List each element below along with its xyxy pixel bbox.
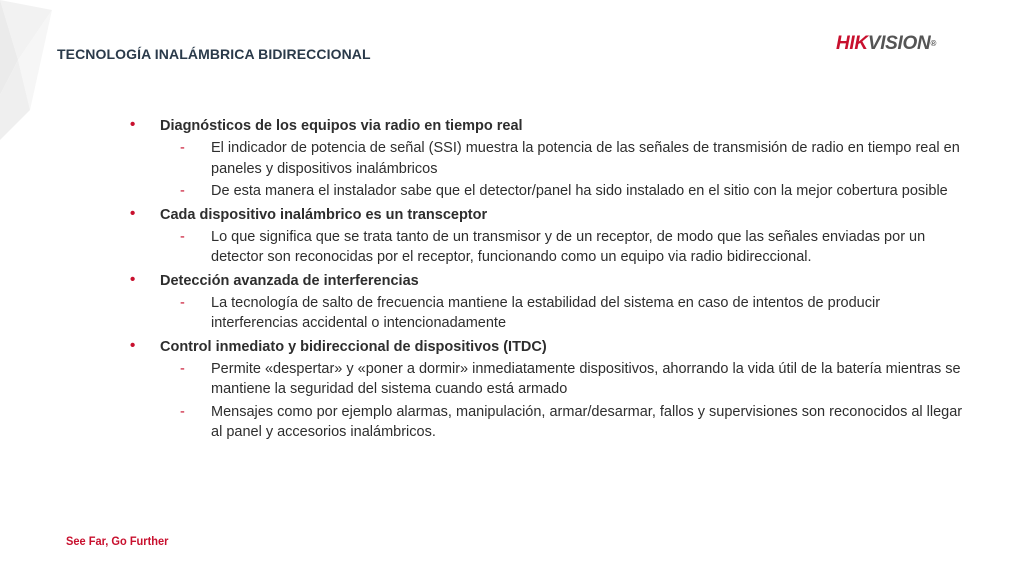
sub-item: [130, 402, 970, 443]
bullet-heading-text: Detección avanzada de interferencias: [160, 272, 419, 289]
bullet-heading-text: Control inmediato y bidireccional de dispositivos (ITDC): [160, 338, 547, 355]
sub-item-text: Lo que significa que se trata tanto de un transmisor y de un receptor, de modo que las señales enviadas por un detector son reconocidas por el receptor, funcionando como un equipo via radio bidireccional.: [211, 228, 926, 265]
sub-item-text: El indicador de potencia de señal (SSI) muestra la potencia de las señales de transmisión de radio en tiempo real en paneles y dispositivos inalámbricos: [211, 140, 960, 177]
bullet-heading-text: Cada dispositivo inalámbrico es un transceptor: [160, 206, 488, 223]
sub-item: [130, 181, 970, 202]
footer-tagline: See Far, Go Further: [66, 534, 169, 548]
dash-marker: -: [180, 403, 185, 420]
bullet-dot-icon: •: [130, 270, 136, 288]
page-title: TECNOLOGÍA INALÁMBRICA BIDIRECCIONAL: [57, 46, 371, 62]
bullet-list: [130, 116, 970, 443]
bullet-dot-icon: •: [130, 116, 136, 133]
logo-hik-text: HIK: [836, 33, 868, 54]
hikvision-logo: [836, 33, 936, 55]
sub-item-text: Mensajes como por ejemplo alarmas, manipulación, armar/desarmar, fallos y supervisiones son reconocidos al llegar al panel y accesorios inalámbricos.: [211, 403, 963, 440]
dash-marker: -: [180, 228, 185, 245]
dash-marker: -: [180, 294, 185, 311]
corner-decoration: [0, 0, 60, 150]
sub-item-text: Permite «despertar» y «poner a dormir» inmediatamente dispositivos, ahorrando la vida útil de la batería mientras se mantiene la seguridad del sistema cuando está armado: [211, 360, 961, 397]
bullet-dot-icon: •: [130, 336, 136, 354]
bullet-heading-text: Diagnósticos de los equipos via radio en tiempo real: [160, 118, 523, 134]
bullet-heading: [130, 205, 970, 225]
sub-item: [130, 227, 970, 268]
dash-marker: -: [180, 360, 185, 377]
sub-item-text: La tecnología de salto de frecuencia mantiene la estabilidad del sistema en caso de intentos de producir interferencias accidental o intencionadamente: [211, 294, 881, 331]
sub-item: [130, 359, 970, 400]
dash-marker: -: [180, 183, 185, 199]
sub-item: [130, 138, 970, 179]
bullet-heading: [130, 337, 970, 357]
sub-item: [130, 293, 970, 334]
dash-marker: -: [180, 140, 185, 156]
bullet-heading: [130, 116, 970, 136]
bullet-heading: [130, 271, 970, 291]
logo-registered-mark: ®: [930, 39, 937, 48]
sub-item-text: De esta manera el instalador sabe que el detector/panel ha sido instalado en el sitio con la mejor cobertura posible: [211, 183, 948, 199]
bullet-dot-icon: •: [130, 204, 136, 222]
logo-vision-text: VISION: [867, 33, 931, 54]
